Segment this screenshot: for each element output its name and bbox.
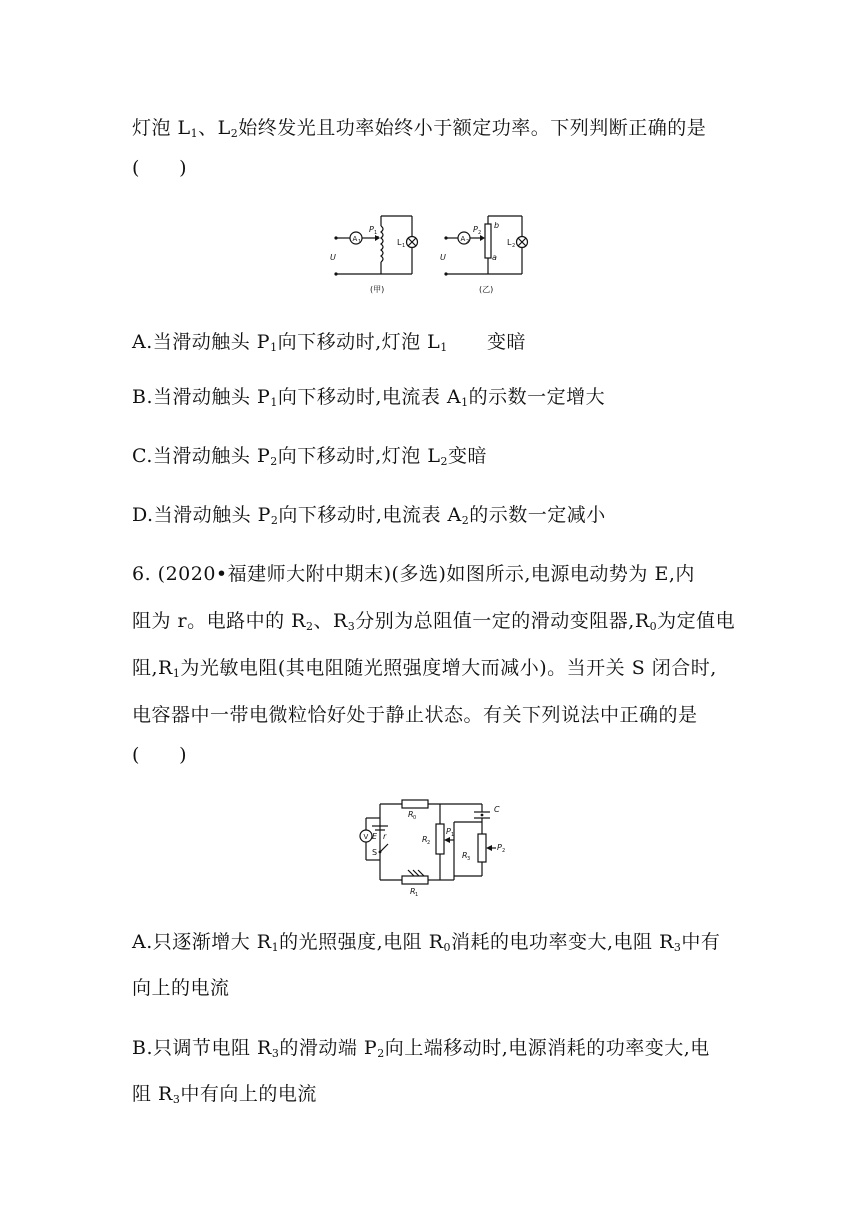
q6-fig-p2-sub: 2 [502, 848, 506, 854]
q6-fig-r2-sub: 2 [427, 840, 431, 846]
q5-fig-right-caption: (乙) [479, 285, 494, 294]
q5-fig-u-right-label: U [440, 253, 446, 262]
q5-fig-left-caption: (甲) [370, 285, 385, 294]
q6-stem-line-4: 电容器中一带电微粒恰好处于静止状态。有关下列说法中正确的是 [132, 704, 698, 726]
q6-fig-r-label: r [383, 832, 387, 841]
q5-fig-l1-label: L [397, 238, 402, 247]
q5-fig-l2-label: L [507, 238, 512, 247]
q6-fig-r3-sub: 3 [467, 856, 471, 862]
q6-stem-line-1: 6. (2020•福建师大附中期末)(多选)如图所示,电源电动势为 E,内 [132, 563, 695, 585]
q6-fig-v-label: V [363, 833, 369, 841]
q5-fig-a-label: a [492, 253, 497, 262]
q6-circuit-figure [358, 798, 522, 898]
q6-fig-r0-sub: 0 [413, 815, 417, 821]
q5-option-a: A.当滑动触头 $P_1$向下移动时,灯泡 $L_1$ 变暗 [132, 331, 527, 354]
q5-fig-a2-label: A [460, 235, 466, 243]
q5-fig-b-label: b [494, 221, 500, 230]
q6-fig-r2-label: R [422, 835, 428, 844]
q6-option-a-line-2: 向上的电流 [132, 977, 230, 999]
q6-stem-line-2: 阻为 r。电路中的 $R_2$、$R_3$分别为总阻值一定的滑动变阻器$,R_0$为定值电 [132, 610, 736, 633]
q6-option-b-line-1: B.只调节电阻 $R_3$的滑动端 $P_2$向上端移动时,电源消耗的功率变大,电 [132, 1037, 710, 1060]
q5-stem-line: 灯泡 $L_1$、$L_2$始终发光且功率始终小于额定功率。下列判断正确的是 [132, 117, 707, 140]
q5-answer-bracket: ( ) [132, 157, 188, 179]
q5-fig-l2-sub: 2 [512, 243, 516, 249]
q6-option-b-line-2: 阻 $R_3$中有向上的电流 [132, 1083, 317, 1106]
q6-fig-r1-sub: 1 [415, 892, 419, 898]
q5-fig-p1-sub: 1 [374, 230, 378, 236]
q6-fig-p2-label: P [497, 843, 502, 852]
q6-fig-r0-label: R [408, 810, 414, 819]
q5-fig-a1-sub: 1 [358, 239, 362, 245]
q5-fig-p2-sub: 2 [478, 230, 482, 236]
q6-answer-bracket: ( ) [132, 744, 188, 766]
q6-fig-p1-sub: 1 [451, 832, 455, 838]
q5-option-d: D.当滑动触头 $P_2$向下移动时,电流表 $A_2$的示数一定减小 [132, 504, 606, 527]
q5-fig-p1-label: P [369, 225, 374, 234]
q6-fig-p1-label: P [446, 827, 451, 836]
q5-option-b: B.当滑动触头 $P_1$向下移动时,电流表 $A_1$的示数一定增大 [132, 386, 606, 409]
q6-fig-r1-label: R [410, 887, 416, 896]
q5-fig-a2-sub: 2 [466, 239, 470, 245]
q5-fig-a1-label: A [352, 235, 358, 243]
q6-fig-e-label: E [372, 832, 378, 841]
q5-circuit-figure [322, 208, 538, 300]
q5-fig-p2-label: P [473, 225, 478, 234]
q6-fig-r3-label: R [462, 851, 468, 860]
q6-option-a-line-1: A.只逐渐增大 $R_1$的光照强度,电阻 $R_0$消耗的电功率变大,电阻 $R_3$中有 [132, 931, 721, 954]
q6-fig-s-label: S [372, 848, 378, 857]
q5-option-c: C.当滑动触头 $P_2$向下移动时,灯泡 $L_2$变暗 [132, 445, 487, 468]
q6-fig-c-label: C [494, 805, 500, 814]
q5-fig-l1-sub: 1 [402, 243, 406, 249]
q6-stem-line-3: 阻$,R_1$为光敏电阻(其电阻随光照强度增大而减小)。当开关 S 闭合时, [132, 657, 717, 680]
q5-fig-u-left-label: U [330, 253, 336, 262]
